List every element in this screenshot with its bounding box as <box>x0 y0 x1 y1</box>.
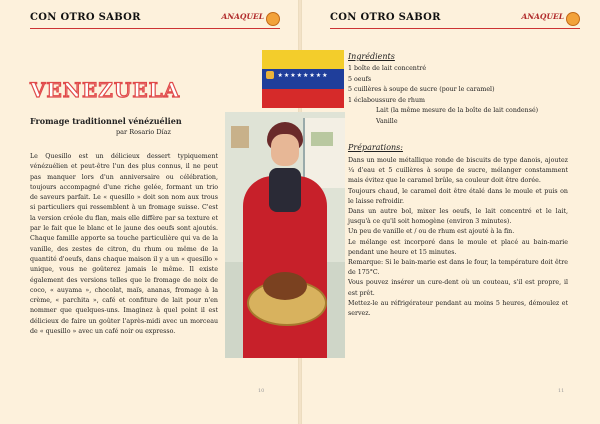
ingredient-item: 1 boîte de lait concentré <box>348 65 427 72</box>
preparation-step: Un peu de vanille et / ou de rhum est ajouté à la fin. <box>348 228 515 236</box>
preparation-step: Mettez-le au réfrigérateur pendant au moins 5 heures, démoulez et servez. <box>348 299 568 318</box>
page-number-left: 10 <box>258 388 265 394</box>
page-number-right: 11 <box>558 388 565 394</box>
ingredient-item: 1 éclaboussure de rhum <box>348 96 426 104</box>
article-body: Le Quesillo est un délicieux dessert typiquement vénézuélien et peut-être l'un des plus connus, il ne peut pas manquer lors d'un anniversaire ou célébration, toujours accompagné d'une riche gelée, formant un trio de saveurs parfait. Le « quesillo » doit son nom aux trous si particuliers qui ressemblent à un fromage suisse. C'est la version créole du flan, mais elle diffère par sa texture et par le fait que le blanc et le jaune des oeufs sont ajoutés. Chaque famille apporte sa touche particulière qui va de la vanille, des zestes de citron, du rhum ou même de la quantité d'oeufs, dans chaque maison il y a un « quesillo » unique, vous ne goûterez jamais le même. Il existe également des versions telles que le fromage de noix de coco, « auyama », chocolat, maïs, ananas, fromage à la crème, « parchita », café et confiture de lait pour n'en nommer que quelques-uns. Imaginez à quel point il est délicieux de faire un goûter l'après-midi avec un morceau de « quesillo » avec un café noir ou expresso. <box>30 153 218 336</box>
logo-icon <box>566 12 580 26</box>
preparation-step: Le mélange est incorporé dans le moule et placé au bain-marie pendant une heure et 15 minutes. <box>348 238 568 256</box>
ingredients-heading: Ingrédients <box>348 52 395 61</box>
preparation-step: Vous pouvez insérer un cure-dent où un couteau, s'il est propre, il est prêt. <box>348 279 568 297</box>
article-subtitle: Fromage traditionnel vénézuélien <box>30 116 182 126</box>
header-right <box>330 12 580 29</box>
preparation-step: Toujours chaud, le caramel doit être étalé dans le moule et puis on le laisse refroidir. <box>348 187 568 205</box>
magazine-title: CON OTRO SABOR <box>330 12 441 23</box>
article-author: par Rosario Díaz <box>116 128 171 136</box>
logo-icon <box>266 12 280 26</box>
preparation-heading: Préparations: <box>348 143 403 152</box>
ingredients-list <box>348 64 568 128</box>
ingredient-item: Lait (la même mesure de la boîte de lait condensé) <box>376 107 539 115</box>
preparation-steps <box>348 156 568 319</box>
magazine-tag: ANAQUEL <box>221 12 264 21</box>
preparation-step: Dans un moule métallique ronde de biscuits de type danois, ajoutez ¼ d'eau et 5 cuillères à soupe de sucre, mélanger constamment mais évitez que le caramel brûle, sa couleur doit être dorée. <box>348 157 568 185</box>
author-photo <box>225 112 345 358</box>
preparation-step: Remarque: Si le bain-marie est dans le four, la température doit être de 175°C. <box>348 259 568 277</box>
ingredient-item: 5 oeufs <box>348 75 372 83</box>
magazine-title: CON OTRO SABOR <box>30 12 141 23</box>
ingredient-item: 5 cuillères à soupe de sucre (pour le caramel) <box>348 86 495 94</box>
venezuela-flag-icon: ★★★★★★★★ <box>262 50 344 108</box>
preparation-step: Dans un autre bol, mixer les oeufs, le lait concentré et le lait, jusqu'à ce qu'il soit homogène (environ 3 minutes). <box>348 208 568 226</box>
magazine-tag: ANAQUEL <box>521 12 564 21</box>
ingredient-item: Vanille <box>376 117 398 125</box>
article-title: VENEZUELA <box>30 78 181 102</box>
header-left <box>30 12 280 29</box>
